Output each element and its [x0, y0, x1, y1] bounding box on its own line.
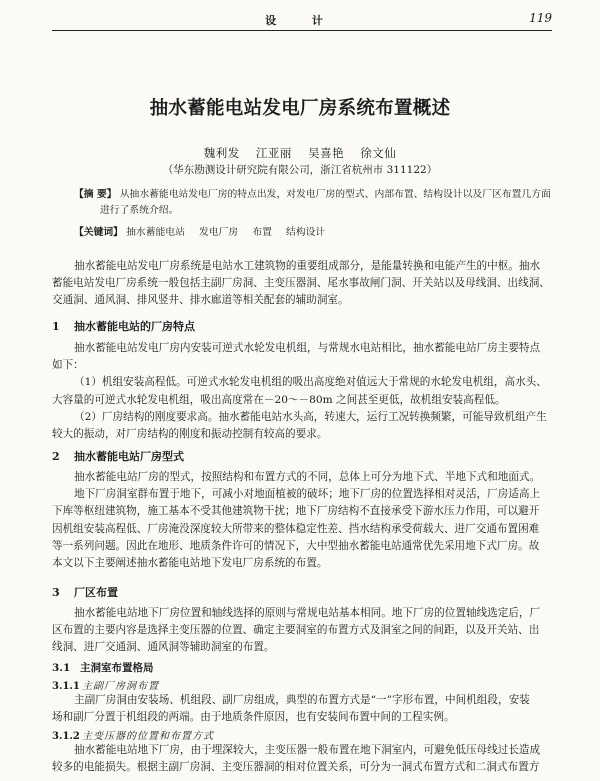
text-line: 区布置的主要内容是选择主变压器的位置、确定主要洞室的布置方式及洞室之间的间距，以及开关站、出 [52, 624, 540, 637]
section-3-1-1-body [52, 692, 554, 726]
text-line: 本文以下主要阐述抽水蓄能电站地下发电厂房系统的布置。 [52, 556, 328, 569]
text-line: 大容量的可逆式水轮发电机组，吸出高度常在－20～－80m 之间甚至更低，故机组安装高程低。 [52, 393, 506, 406]
keyword: 抽水蓄能电站 [126, 227, 185, 238]
abstract-line-2: 进行了系统介绍。 [100, 205, 179, 216]
section-heading-3 [52, 584, 118, 600]
subsubsection-title: 主变压器的位置和布置方式 [82, 731, 214, 742]
text-line: 等一系列问题。因此在地形、地质条件许可的情况下，大中型抽水蓄能电站通常优先采用地下式厂房。故 [52, 539, 540, 552]
section-1-body [52, 340, 554, 443]
text-line: 如下： [52, 359, 84, 372]
text-line: 交通洞、通风洞、排风竖井、排水廊道等相关配套的辅助洞室。 [52, 294, 349, 307]
text-line: 抽水蓄能电站地下厂房位置和轴线选择的原则与常规电站基本相同。地下厂房的位置轴线选定后，厂 [74, 607, 541, 619]
running-head [52, 8, 552, 31]
intro-paragraph [52, 258, 554, 310]
section-number: 2 [52, 450, 60, 463]
text-line: 场和副厂分置于机组段的两端。由于地质条件原因，也有安装间布置中间的工程实例。 [52, 711, 455, 724]
section-3-body [52, 605, 554, 657]
subsection-title: 主洞室布置格局 [80, 662, 154, 674]
subsubsection-title: 主副厂房洞布置 [82, 681, 159, 692]
subsubsection-heading-3-1-1 [52, 677, 159, 692]
section-3-1-2-body [52, 742, 554, 776]
text-line: 蓄能电站发电厂房系统一般包括主副厂房洞、主变压器洞、尾水事故闸门洞、开关站以及母线洞、出线洞、 [52, 277, 550, 290]
paper-title: 抽水蓄能电站发电厂房系统布置概述 [149, 98, 451, 119]
keywords-label: 【关键词】 [74, 227, 123, 238]
text-line: 抽水蓄能电站厂房的型式，按照结构和布置方式的不同，总体上可分为地下式、半地下式和地面式。 [74, 471, 541, 483]
subsubsection-number: 3.1.1 [52, 681, 80, 692]
author: 吴喜艳 [308, 146, 345, 160]
text-line: 较多的电能损失。根据主副厂房洞、主变压器洞的相对位置关系，可分为一洞式布置方式和二洞式布置方 [52, 761, 540, 774]
page-number: 119 [529, 11, 552, 25]
subsubsection-heading-3-1-2 [52, 727, 214, 742]
text-line: 线洞、进厂交通洞、通风洞等辅助洞室的布置。 [52, 641, 275, 654]
section-heading-2 [52, 448, 184, 464]
keyword: 发电厂房 [199, 227, 239, 238]
running-title: 设 计 [265, 14, 339, 27]
section-2-body [52, 469, 554, 572]
keyword: 结构设计 [286, 227, 326, 238]
text-line: 抽水蓄能电站发电厂房内安装可逆式水轮发电机组，与常规水电站相比，抽水蓄能电站厂房主要特点 [74, 342, 541, 354]
subsection-number: 3.1 [52, 662, 71, 674]
text-line: 抽水蓄能电站发电厂房系统是电站水工建筑物的重要组成部分，是能量转换和电能产生的中枢。抽水 [74, 260, 541, 272]
author-list [0, 145, 600, 161]
text-line: （1）机组安装高程低。可逆式水轮发电机组的吸出高度绝对值远大于常规的水轮发电机组，高水头、 [74, 376, 547, 389]
subsubsection-number: 3.1.2 [52, 731, 80, 742]
text-line: 下库等枢纽建筑物，施工基本不受其他建筑物干扰；地下厂房结构不直接承受下游水压力作用，可以避开 [52, 505, 540, 518]
abstract-text: 从抽水蓄能电站发电厂房的特点出发，对发电厂房的型式、内部布置、结构设计以及厂区布置几方面 [119, 189, 551, 200]
text-line: 因机组安装高程低、厂房淹没深度较大所带来的整体稳定性差、挡水结构承受荷载大、进厂交通布置困难 [52, 522, 540, 535]
text-line: 地下厂房洞室群布置于地下，可减小对地面植被的破坏；地下厂房的位置选择相对灵活，厂房适高上 [74, 488, 541, 501]
text-line: （2）厂房结构的刚度要求高。抽水蓄能电站水头高，转速大，运行工况转换频繁，可能导致机组产生 [74, 410, 547, 423]
text-line: 抽水蓄能电站地下厂房，由于埋深较大，主变压器一般布置在地下洞室内，可避免低压母线过长造成 [74, 744, 541, 756]
keyword: 布置 [252, 227, 272, 238]
section-title: 抽水蓄能电站厂房型式 [74, 450, 184, 463]
section-title: 厂区布置 [74, 586, 118, 599]
section-heading-1 [52, 318, 195, 334]
section-number: 1 [52, 320, 60, 333]
section-number: 3 [52, 586, 60, 599]
abstract [74, 187, 550, 219]
abstract-label: 【摘 要】 [74, 189, 117, 200]
section-title: 抽水蓄能电站的厂房特点 [74, 320, 195, 333]
abstract-line-1 [74, 187, 550, 203]
keywords [74, 224, 550, 238]
author: 徐文仙 [360, 146, 397, 160]
affiliation: （华东勘测设计研究院有限公司，浙江省杭州市 311122） [162, 164, 438, 176]
text-line: 主副厂房洞由安装场、机组段、副厂房组成，典型的布置方式是“一”字形布置，中间机组段，安装 [74, 694, 530, 706]
subsection-heading-3-1 [52, 660, 154, 675]
author: 魏利发 [203, 146, 240, 160]
text-line: 较大的振动，对厂房结构的刚度和振动控制有较高的要求。 [52, 427, 328, 440]
author: 江亚丽 [255, 146, 292, 160]
